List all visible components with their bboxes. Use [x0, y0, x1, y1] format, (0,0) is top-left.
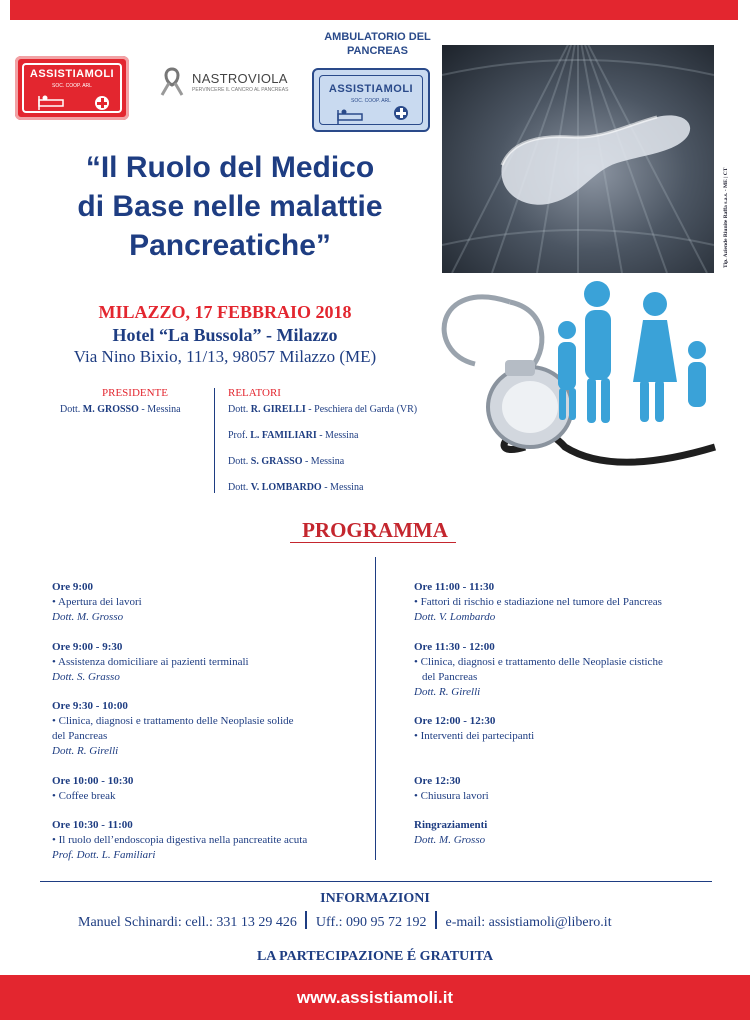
bed-icon — [37, 94, 67, 112]
logo-name: ASSISTIAMOLI — [328, 83, 414, 95]
event-venue: Hotel “La Bussola” - Milazzo — [112, 325, 338, 345]
program-item: Ore 12:00 - 12:30 • Interventi dei partecipanti — [414, 715, 535, 742]
contact-office: Uff.: 090 95 72 192 — [315, 915, 427, 930]
program-item: Ore 11:30 - 12:00 • Clinica, diagnosi e trattamento delle Neoplasie cistiche del Pancreas Dott. R. Girelli — [414, 641, 663, 698]
medical-cross-icon — [394, 106, 408, 120]
ambulatorio-heading: AMBULATORIO DEL PANCREAS — [324, 31, 431, 57]
medical-cross-icon — [95, 96, 109, 110]
event-title — [30, 148, 430, 265]
footer-bar — [0, 975, 750, 1020]
relatore-4: Dott. V. LOMBARDO - Messina — [228, 482, 364, 493]
ribbon-icon — [156, 67, 188, 97]
program-item: Ringraziamenti Dott. M. Grosso — [414, 819, 488, 846]
divider — [214, 388, 215, 493]
nastroviola-name: NASTROVIOLA — [192, 71, 288, 86]
logo-sub: SOC. COOP. ARL — [52, 83, 92, 89]
bed-icon — [336, 108, 366, 126]
programma-divider — [375, 557, 376, 860]
program-item: Ore 10:30 - 11:00 • Il ruolo dell’endoscopia digestiva nella pancreatite acuta Prof. Dott. L. Familiari — [52, 819, 308, 861]
program-item: Ore 12:30 • Chiusura lavori — [414, 775, 489, 802]
info-heading: INFORMAZIONI — [320, 891, 430, 906]
program-item: Ore 9:30 - 10:00 • Clinica, diagnosi e trattamento delle Neoplasie solide del Pancreas Dott. R. Girelli — [52, 700, 294, 757]
info-separator — [40, 881, 712, 882]
event-address: Via Nino Bixio, 11/13, 98057 Milazzo (ME) — [73, 347, 377, 366]
program-item: Ore 9:00 - 9:30 • Assistenza domiciliare ai pazienti terminali Dott. S. Grasso — [52, 641, 249, 683]
program-item: Ore 11:00 - 11:30 • Fattori di rischio e stadiazione nel tumore del Pancreas Dott. V. Lombardo — [414, 581, 662, 623]
pancreas-xray-image — [442, 45, 714, 273]
contact-phone: Manuel Schinardi: cell.: 331 13 29 426 — [78, 915, 297, 930]
top-red-bar — [10, 0, 738, 20]
program-item: Ore 9:00 • Apertura dei lavori Dott. M. Grosso — [52, 581, 142, 623]
relatori-heading: RELATORI — [228, 387, 281, 399]
title-line-2: di Base nelle malattie — [77, 190, 383, 223]
relatore-2: Prof. L. FAMILIARI - Messina — [228, 430, 359, 441]
program-item: Ore 10:00 - 10:30 • Coffee break — [52, 775, 134, 802]
logo-sub: SOC. COOP. ARL — [351, 98, 391, 104]
relatore-1: Dott. R. GIRELLI - Peschiera del Garda (VR) — [228, 404, 418, 415]
programma-heading: PROGRAMMA — [302, 518, 448, 542]
relatore-3: Dott. S. GRASSO - Messina — [228, 456, 345, 467]
website-link[interactable]: www.assistiamoli.it — [296, 988, 454, 1007]
nastroviola-tagline: PERVINCERE IL CANCRO AL PANCREAS — [192, 87, 289, 93]
presidente-heading: PRESIDENTE — [102, 387, 168, 399]
free-participation: LA PARTECIPAZIONE É GRATUITA — [256, 949, 494, 964]
contact-email[interactable]: e-mail: assistiamoli@libero.it — [445, 915, 612, 930]
stethoscope-family-illustration — [415, 272, 725, 472]
title-line-1: “Il Ruolo del Medico — [85, 151, 375, 184]
assistiamoli-logo — [15, 56, 129, 120]
presidente-name: Dott. M. GROSSO - Messina — [60, 404, 181, 415]
programma-underline — [290, 542, 456, 543]
logo-name: ASSISTIAMOLI — [29, 68, 115, 80]
nastroviola-logo — [152, 67, 297, 97]
print-credit: Tip. Aziende Riunite Raffa s.a.s. - ME | CT — [723, 167, 729, 268]
event-date: MILAZZO, 17 FEBBRAIO 2018 — [98, 302, 352, 322]
title-line-3: Pancreatiche” — [129, 229, 331, 262]
assistiamoli-logo-blue — [312, 68, 430, 132]
info-contacts — [78, 911, 698, 931]
